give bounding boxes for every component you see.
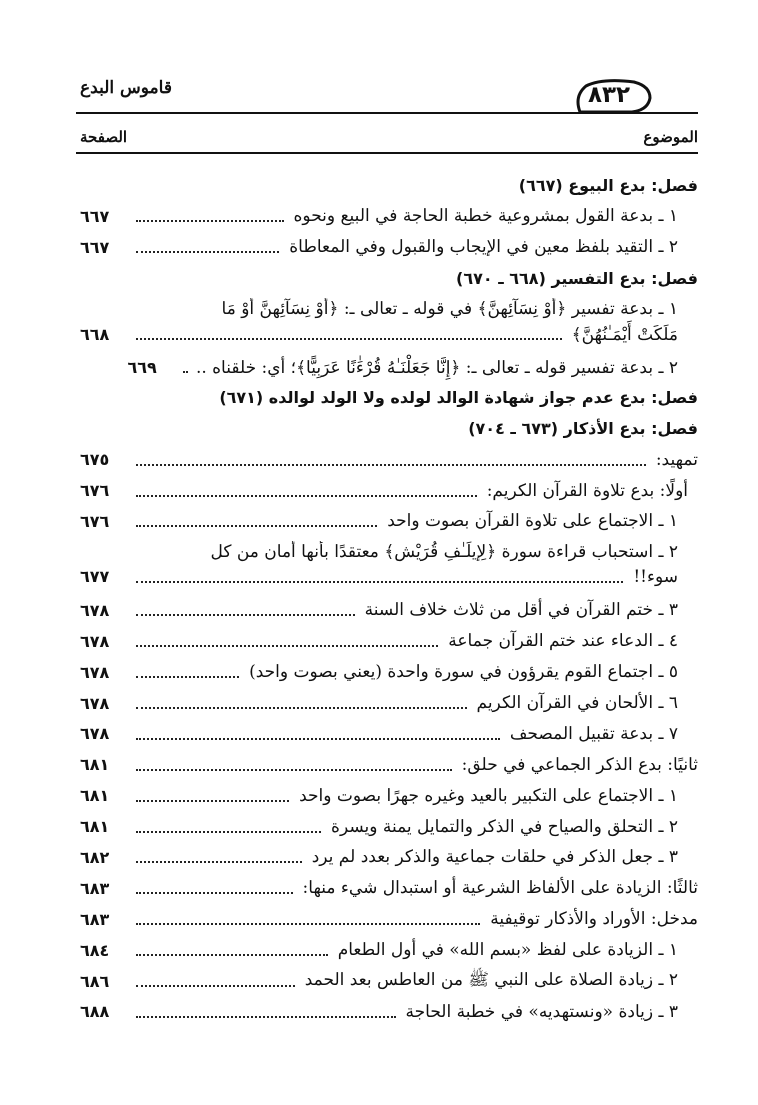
entry-text: ٢ ـ استحباب قراءة سورة ﴿لِإِيلَـٰفِ قُرَيْشٍ﴾ معتقدًا بأنها أمان من كل — [210, 541, 678, 562]
dot-leader — [136, 923, 480, 925]
dot-leader — [136, 495, 477, 497]
toc-entry — [80, 966, 698, 997]
dot-leader — [136, 861, 302, 863]
toc-entry — [80, 904, 698, 935]
entry-page: ٦٦٨ — [80, 324, 110, 344]
toc-entry — [80, 232, 698, 263]
entry-text: ٣ ـ زيادة «ونستهديه» في خطبة الحاجة — [405, 1001, 678, 1022]
toc-section-heading — [80, 263, 698, 294]
page-header — [0, 0, 758, 160]
entry-page: ٦٨٦ — [80, 971, 110, 991]
entry-page: ٦٨١ — [80, 817, 110, 837]
entry-text: تمهيد: — [655, 449, 698, 470]
entry-page: ٦٧٨ — [80, 662, 110, 682]
toc-section-heading — [80, 382, 698, 413]
toc-entry — [80, 506, 698, 537]
entry-text: ١ ـ الزيادة على لفظ «بسم الله» في أول الطعام — [337, 940, 678, 961]
dot-leader — [136, 676, 239, 678]
dot-leader — [136, 954, 328, 956]
dot-leader — [136, 985, 295, 987]
dot-leader — [136, 800, 289, 802]
entry-page: ٦٦٧ — [80, 237, 110, 257]
toc-entry — [80, 444, 698, 475]
toc-section-heading — [80, 170, 698, 201]
heading-text: فصل: بدع التفسير (٦٦٨ ـ ٦٧٠) — [456, 268, 698, 288]
toc-entry — [80, 935, 698, 966]
entry-text: ٢ ـ التقيد بلفظ معين في الإيجاب والقبول وفي المعاطاة — [289, 237, 678, 258]
entry-text: ٣ ـ جعل الذكر في حلقات جماعية والذكر بعدد لم يرد — [311, 847, 678, 868]
entry-page: ٦٨٣ — [80, 878, 110, 898]
toc-list — [80, 170, 698, 1027]
entry-page: ٦٧٦ — [80, 511, 110, 531]
entry-text: ٦ ـ الألحان في القرآن الكريم — [476, 693, 678, 714]
dot-leader — [136, 769, 452, 771]
entry-page: ٦٦٩ — [127, 357, 157, 377]
dot-leader — [136, 338, 562, 340]
entry-text: ٣ ـ ختم القرآن في أقل من ثلاث خلاف السنة — [364, 600, 678, 621]
toc-entry — [80, 749, 698, 780]
dot-leader — [136, 464, 646, 466]
entry-page: ٦٧٨ — [80, 600, 110, 620]
entry-page: ٦٨٨ — [80, 1002, 110, 1022]
dot-leader — [136, 614, 355, 616]
heading-text: فصل: بدع عدم جواز شهادة الوالد لولده ولا الولد لوالده (٦٧١) — [219, 388, 698, 408]
entry-page: ٦٧٨ — [80, 631, 110, 651]
toc-entry — [80, 595, 698, 626]
toc-entry — [80, 996, 698, 1027]
dot-leader — [136, 220, 284, 222]
heading-text: فصل: بدع البيوع (٦٦٧) — [518, 175, 698, 195]
toc-entry-wrapped — [80, 294, 698, 352]
entry-page: ٦٧٥ — [80, 450, 110, 470]
column-topic-label: الموضوع — [643, 128, 698, 146]
toc-entry-wrapped — [80, 537, 698, 595]
toc-entry — [80, 352, 698, 383]
entry-text: ٢ ـ زيادة الصلاة على النبي ﷺ من العاطس بعد الحمد — [304, 969, 678, 990]
entry-page: ٦٧٨ — [80, 693, 110, 713]
entry-page: ٦٨٤ — [80, 940, 110, 960]
entry-text: ١ ـ الاجتماع على تلاوة القرآن بصوت واحد — [387, 511, 678, 532]
toc-entry — [80, 811, 698, 842]
toc-entry — [80, 201, 698, 232]
page-number-badge — [572, 78, 654, 116]
page-number: ٨٣٢ — [587, 82, 631, 108]
entry-text: ثالثًا: الزيادة على الألفاظ الشرعية أو استبدال شيء منها: — [302, 878, 698, 899]
entry-page: ٦٨١ — [80, 755, 110, 775]
entry-text: ٢ ـ بدعة تفسير قوله ـ تعالى ـ: ﴿إِنَّا جَعَلْنَـٰهُ قُرْءَٰنًا عَرَبِيًّا﴾؛ أي: خلقناه .. — [195, 357, 678, 378]
toc-entry — [80, 718, 698, 749]
header-rule-bottom — [76, 152, 698, 154]
entry-page: ٦٦٧ — [80, 206, 110, 226]
toc-entry — [80, 873, 698, 904]
toc-entry — [80, 688, 698, 719]
entry-page: ٦٧٧ — [80, 567, 110, 587]
entry-text-continued: سوء!! — [633, 566, 678, 587]
entry-page: ٦٧٦ — [80, 481, 110, 501]
entry-text: ١ ـ بدعة تفسير ﴿أَوْ نِسَآئِهِنَّ﴾ في قوله ـ تعالى ـ: ﴿أَوْ نِسَآئِهِنَّ أَوْ مَا — [221, 298, 678, 319]
toc-entry — [80, 626, 698, 657]
entry-page: ٦٧٨ — [80, 724, 110, 744]
toc-entry — [80, 842, 698, 873]
entry-text-continued: مَلَكَتْ أَيْمَـٰنُهُنَّ﴾ — [571, 324, 678, 345]
dot-leader — [136, 525, 377, 527]
dot-leader — [136, 645, 438, 647]
heading-text: فصل: بدع الأذكار (٦٧٣ ـ ٧٠٤) — [468, 419, 698, 439]
entry-text: أولًا: بدع تلاوة القرآن الكريم: — [486, 480, 688, 501]
entry-text: ٥ ـ اجتماع القوم يقرؤون في سورة واحدة (يعني بصوت واحد) — [249, 662, 678, 683]
header-rule-top — [76, 112, 698, 114]
entry-text: ٧ ـ بدعة تقبيل المصحف — [509, 723, 678, 744]
entry-text: مدخل: الأوراد والأذكار توقيفية — [490, 909, 698, 930]
entry-page: ٦٨٣ — [80, 909, 110, 929]
entry-text: ٢ ـ التحلق والصياح في الذكر والتمايل يمنة ويسرة — [331, 816, 678, 837]
toc-section-heading — [80, 413, 698, 444]
dot-leader — [183, 371, 185, 373]
toc-entry — [80, 475, 698, 506]
entry-text: ٤ ـ الدعاء عند ختم القرآن جماعة — [448, 631, 678, 652]
dot-leader — [136, 831, 321, 833]
toc-entry — [80, 657, 698, 688]
dot-leader — [136, 581, 623, 583]
entry-page: ٦٨٢ — [80, 847, 110, 867]
entry-text: ١ ـ بدعة القول بمشروعية خطبة الحاجة في البيع ونحوه — [293, 206, 678, 227]
book-title: قاموس البدع — [80, 78, 172, 98]
dot-leader — [136, 738, 500, 740]
dot-leader — [136, 892, 293, 894]
dot-leader — [136, 251, 279, 253]
entry-text: ١ ـ الاجتماع على التكبير بالعيد وغيره جهرًا بصوت واحد — [299, 785, 678, 806]
column-page-label: الصفحة — [80, 128, 128, 146]
toc-entry — [80, 780, 698, 811]
entry-text: ثانيًا: بدع الذكر الجماعي في حلق: — [461, 754, 698, 775]
dot-leader — [136, 1016, 396, 1018]
dot-leader — [136, 707, 467, 709]
entry-page: ٦٨١ — [80, 786, 110, 806]
